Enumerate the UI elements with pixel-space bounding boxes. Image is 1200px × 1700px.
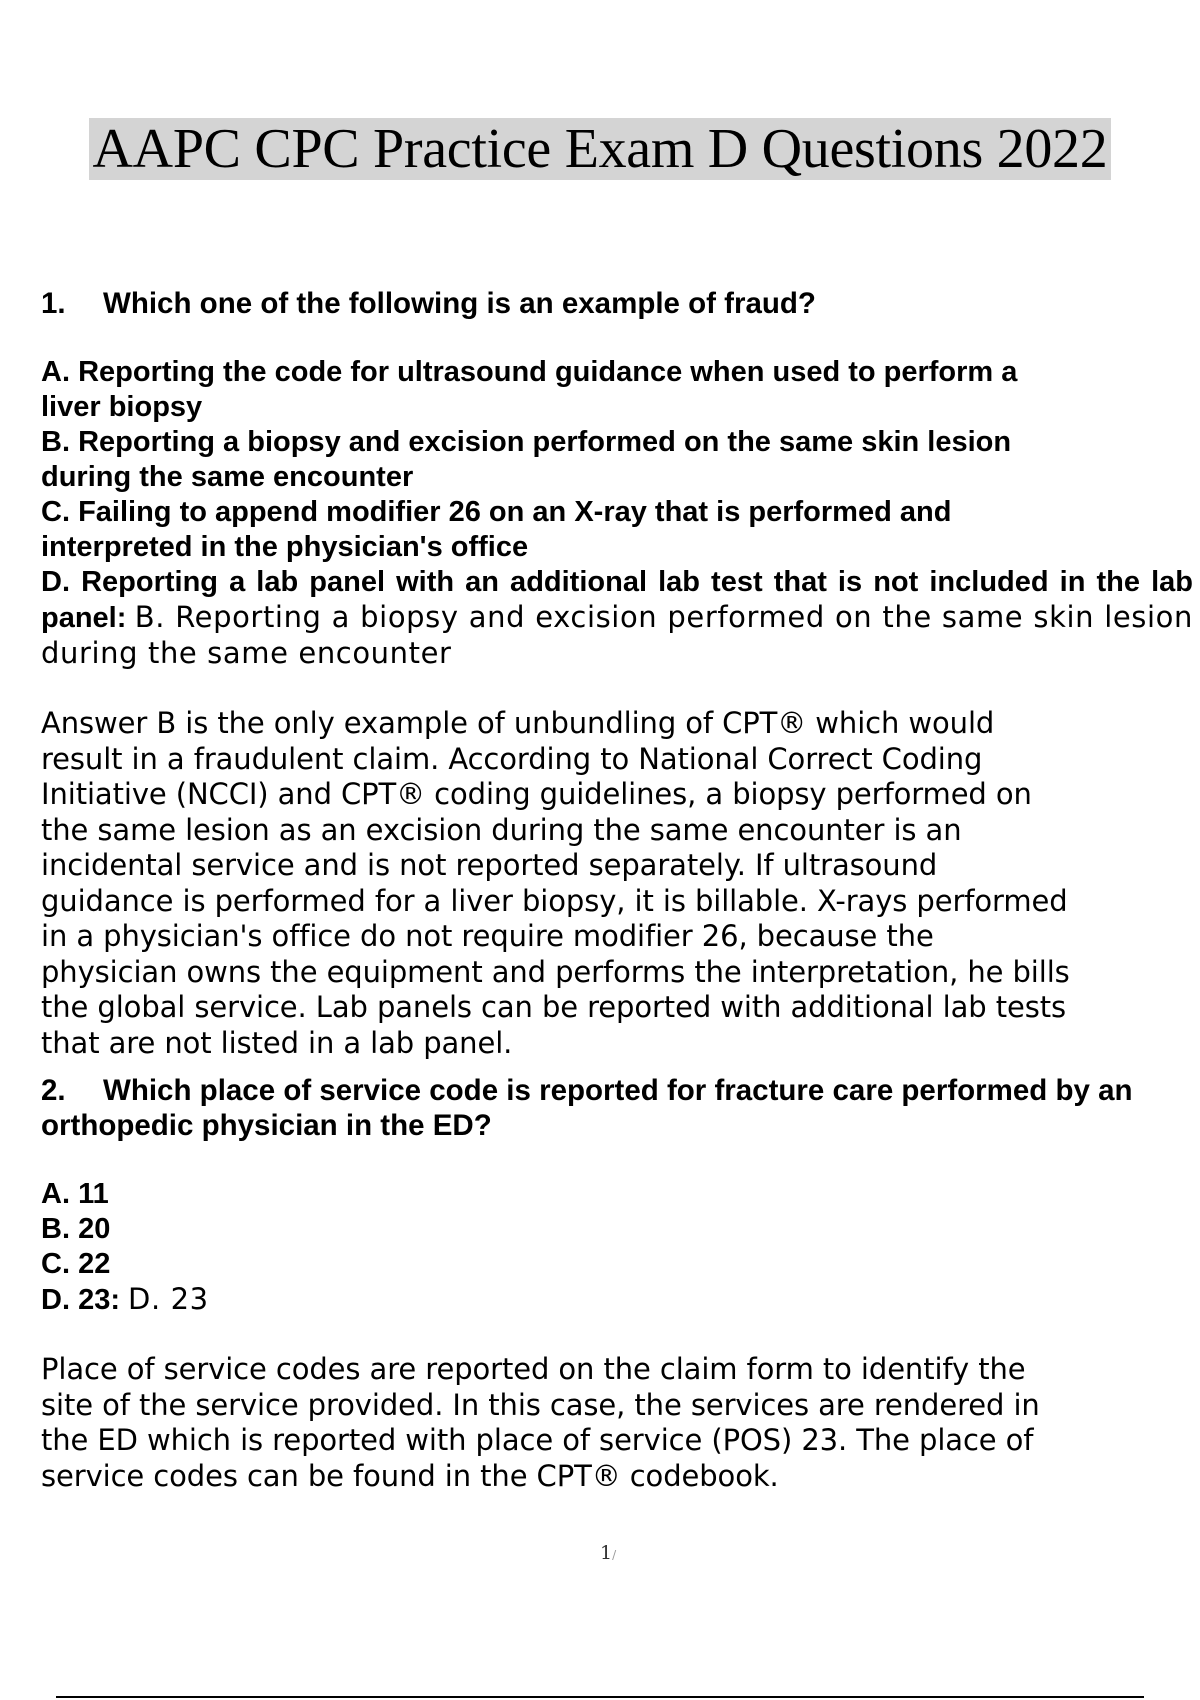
option-label: B. bbox=[41, 426, 70, 458]
explanation-line: the same lesion as an excision during the same encounter is an bbox=[41, 812, 962, 847]
question-1-answer: B. Reporting a biopsy and excision performed on the same skin lesion during the same encounter bbox=[41, 600, 1193, 670]
question-2-number: 2. bbox=[41, 1074, 66, 1107]
question-2-explanation bbox=[41, 1352, 1193, 1494]
option-text: 20 bbox=[78, 1213, 111, 1245]
option-label: A. bbox=[41, 356, 70, 388]
question-1-option-d bbox=[41, 565, 1193, 672]
option-text: 22 bbox=[78, 1248, 111, 1280]
page-title-wrap bbox=[0, 118, 1200, 180]
question-1-text: Which one of the following is an example of fraud? bbox=[103, 287, 816, 320]
explanation-line: that are not listed in a lab panel. bbox=[41, 1025, 513, 1060]
option-label: A. bbox=[41, 1178, 70, 1210]
question-1-option-b bbox=[41, 425, 1193, 495]
explanation-line: Initiative (NCCI) and CPT® coding guidelines, a biopsy performed on bbox=[41, 777, 1032, 811]
option-text-line1: Reporting a biopsy and excision performed on the same skin lesion bbox=[78, 426, 1012, 458]
explanation-line: incidental service and is not reported separately. If ultrasound bbox=[41, 848, 938, 882]
question-1-heading bbox=[41, 286, 1193, 321]
explanation-line: physician owns the equipment and performs the interpretation, he bills bbox=[41, 954, 1070, 989]
question-1-options bbox=[41, 355, 1193, 672]
page-number-value: 1 bbox=[600, 1542, 613, 1564]
option-label: C. bbox=[41, 496, 70, 528]
option-text-line1: Reporting the code for ultrasound guidance when used to perform a bbox=[78, 356, 1018, 388]
page-number bbox=[600, 1542, 616, 1564]
option-text-line2: liver biopsy bbox=[41, 391, 203, 423]
question-2-option-a bbox=[41, 1177, 1193, 1212]
option-text-line2: interpreted in the physician's office bbox=[41, 531, 529, 563]
page-title: AAPC CPC Practice Exam D Questions 2022 bbox=[89, 118, 1112, 180]
option-text: 11 bbox=[78, 1178, 109, 1210]
question-2-heading bbox=[41, 1073, 1193, 1143]
explanation-line: in a physician's office do not require modifier 26, because the bbox=[41, 919, 934, 953]
option-label: D. bbox=[41, 1284, 70, 1316]
explanation-line: the ED which is reported with place of service (POS) 23. The place of bbox=[41, 1423, 1034, 1457]
question-2 bbox=[41, 1073, 1193, 1494]
explanation-line: service codes can be found in the CPT® codebook. bbox=[41, 1458, 779, 1493]
explanation-line: Place of service codes are reported on the claim form to identify the bbox=[41, 1352, 1026, 1386]
explanation-line: guidance is performed for a liver biopsy, it is billable. X-rays performed bbox=[41, 883, 1068, 918]
explanation-line: result in a fraudulent claim. According to National Correct Coding bbox=[41, 741, 983, 776]
question-2-options bbox=[41, 1177, 1193, 1318]
explanation-line: site of the service provided. In this case, the services are rendered in bbox=[41, 1387, 1040, 1422]
question-1-explanation bbox=[41, 706, 1193, 1061]
footer-divider bbox=[56, 1696, 1144, 1698]
question-2-text: Which place of service code is reported for fracture care performed by an orthopedic physician in the ED? bbox=[41, 1074, 1133, 1142]
question-1-option-a bbox=[41, 355, 1193, 425]
option-text-line1: Failing to append modifier 26 on an X-ray that is performed and bbox=[78, 496, 952, 528]
page-number-mark: / bbox=[612, 1548, 617, 1562]
question-2-option-b bbox=[41, 1212, 1193, 1247]
option-label: D. bbox=[41, 566, 70, 598]
question-2-option-c bbox=[41, 1247, 1193, 1282]
option-label: B. bbox=[41, 1213, 70, 1245]
question-1 bbox=[41, 286, 1193, 1061]
option-text: 23: bbox=[78, 1284, 120, 1316]
option-text-line2: during the same encounter bbox=[41, 461, 414, 493]
document-body bbox=[41, 286, 1193, 1494]
explanation-line: Answer B is the only example of unbundling of CPT® which would bbox=[41, 706, 995, 740]
question-1-number: 1. bbox=[41, 287, 66, 320]
question-1-option-c bbox=[41, 495, 1193, 565]
option-label: C. bbox=[41, 1248, 70, 1280]
question-2-option-d bbox=[41, 1282, 1193, 1318]
explanation-line: the global service. Lab panels can be reported with additional lab tests bbox=[41, 990, 1066, 1024]
option-text: Reporting a lab panel with an additional lab test that is not included in the lab panel: bbox=[41, 566, 1193, 634]
question-2-answer: D. 23 bbox=[128, 1282, 209, 1316]
